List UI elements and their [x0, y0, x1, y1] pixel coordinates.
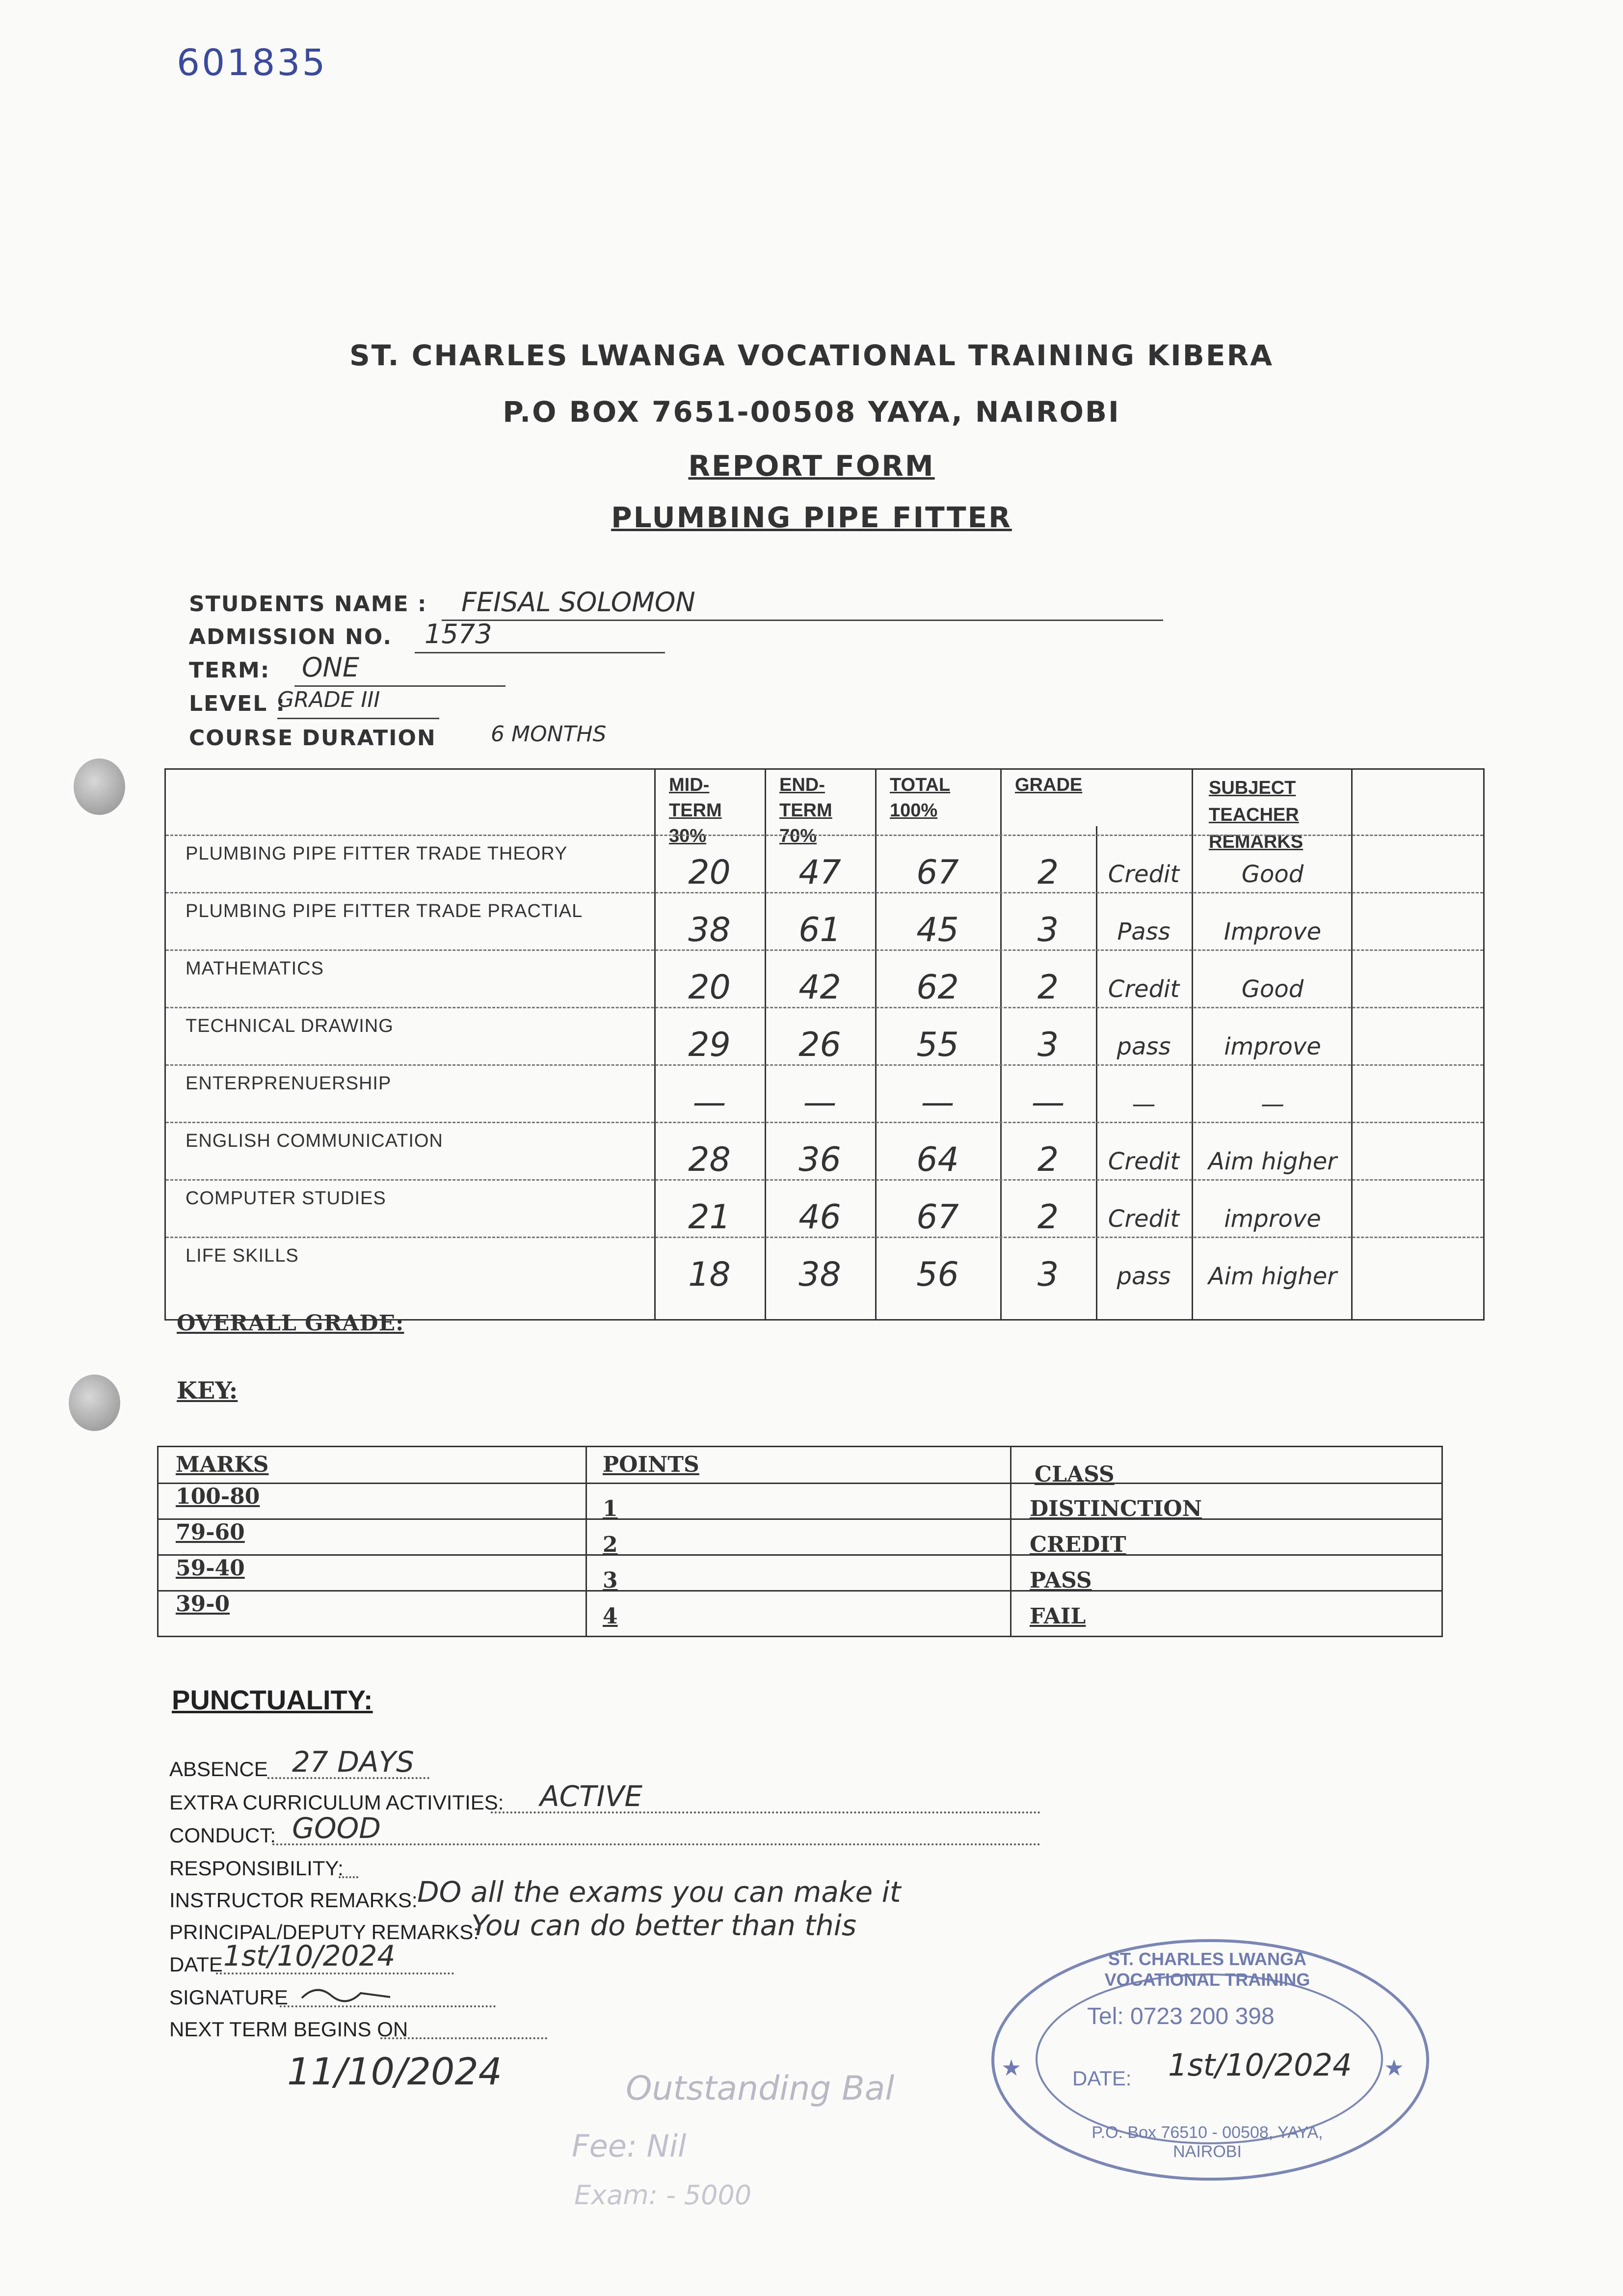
key-header-points: POINTS — [603, 1452, 699, 1477]
header-remarks — [1209, 775, 1303, 856]
punch-hole-bottom — [69, 1375, 120, 1431]
key-marks-1: 100-80 — [176, 1484, 260, 1509]
date-dots — [216, 1972, 454, 1974]
admission-label: ADMISSION NO. — [189, 624, 393, 649]
duration-value: 6 MONTHS — [491, 722, 607, 747]
cell-total: 67 — [916, 1198, 959, 1237]
cell-mid: — — [692, 1083, 726, 1122]
key-row-divider — [159, 1483, 1441, 1484]
school-address: P.O BOX 7651-00508 YAYA, NAIROBI — [503, 395, 1120, 429]
key-points-3: 3 — [603, 1568, 618, 1593]
key-row-divider — [159, 1590, 1441, 1592]
overall-grade-label: OVERALL GRADE: — [177, 1311, 404, 1336]
stamp-star-icon: ★ — [1001, 2055, 1022, 2080]
row-divider — [166, 892, 1483, 893]
cell-remark: Good — [1241, 975, 1304, 1003]
key-col-divider — [585, 1447, 587, 1636]
date-value: 1st/10/2024 — [223, 1939, 396, 1972]
doc-number: 601835 — [177, 42, 327, 84]
signature-mark — [297, 1978, 395, 2008]
header-end-term-line3: 70% — [779, 826, 817, 846]
cell-end: — — [803, 1083, 837, 1122]
cell-points: 2 — [1037, 1198, 1059, 1237]
key-points-4: 4 — [603, 1604, 618, 1629]
conduct-dots — [272, 1843, 1040, 1845]
row-divider — [166, 1237, 1483, 1238]
subject-name: PLUMBING PIPE FITTER TRADE THEORY — [186, 843, 568, 864]
cell-class: pass — [1117, 1263, 1171, 1290]
key-points-2: 2 — [603, 1532, 618, 1557]
principal-remarks-value: You can do better than this — [471, 1909, 857, 1942]
header-end-term-line1: END- — [779, 775, 825, 795]
instructor-remarks-label: INSTRUCTOR REMARKS: — [169, 1889, 418, 1912]
key-header-class: CLASS — [1035, 1462, 1115, 1487]
cell-mid: 28 — [688, 1140, 731, 1179]
header-total-line2: 100% — [890, 800, 938, 821]
cell-remark: improve — [1224, 1205, 1321, 1233]
subject-name: PLUMBING PIPE FITTER TRADE PRACTIAL — [186, 901, 583, 921]
header-grade: GRADE — [1015, 775, 1083, 795]
level-value: GRADE III — [277, 687, 380, 712]
key-table — [157, 1446, 1443, 1637]
cell-total: 64 — [916, 1140, 959, 1179]
responsibility-label: RESPONSIBILITY: — [169, 1857, 344, 1880]
header-mid-term-line1: MID- — [669, 775, 710, 795]
term-line — [294, 685, 506, 687]
cell-end: 61 — [798, 911, 841, 949]
cell-class: — — [1132, 1090, 1156, 1118]
key-marks-4: 39-0 — [176, 1592, 230, 1617]
stamp-tel: Tel: 0723 200 398 — [1087, 2003, 1275, 2029]
header-total — [890, 772, 950, 823]
stamp-star-icon: ★ — [1384, 2055, 1405, 2080]
subject-name: MATHEMATICS — [186, 958, 324, 979]
key-marks-2: 79-60 — [176, 1520, 245, 1545]
cell-end: 46 — [798, 1198, 841, 1237]
pencil-note-line2: Fee: Nil — [572, 2128, 687, 2164]
cell-points: 3 — [1037, 1026, 1059, 1064]
cell-end: 38 — [798, 1255, 841, 1294]
extra-curriculum-label: EXTRA CURRICULUM ACTIVITIES: — [169, 1791, 504, 1814]
key-title: KEY: — [177, 1377, 238, 1405]
row-divider — [166, 835, 1483, 836]
student-name-label: STUDENTS NAME : — [189, 592, 427, 617]
absence-value: 27 DAYS — [292, 1745, 414, 1779]
conduct-value: GOOD — [292, 1811, 381, 1845]
header-end-term-line2: TERM — [779, 800, 832, 821]
cell-points: 2 — [1037, 853, 1059, 892]
cell-mid: 21 — [688, 1198, 731, 1237]
header-end-term — [779, 772, 832, 849]
cell-end: 42 — [798, 968, 841, 1007]
term-value: ONE — [302, 652, 360, 683]
cell-remark: — — [1261, 1090, 1284, 1118]
row-divider — [166, 1007, 1483, 1008]
school-name: ST. CHARLES LWANGA VOCATIONAL TRAINING KIBERA — [349, 339, 1274, 372]
cell-mid: 18 — [688, 1255, 731, 1294]
next-term-value: 11/10/2024 — [287, 2050, 503, 2093]
cell-points: 3 — [1037, 1255, 1059, 1294]
cell-class: pass — [1117, 1033, 1171, 1060]
row-divider — [166, 1122, 1483, 1123]
header-remarks-line2: TEACHER — [1209, 805, 1299, 825]
course-title: PLUMBING PIPE FITTER — [611, 501, 1012, 534]
col-divider — [1096, 826, 1097, 1319]
key-header-marks: MARKS — [176, 1452, 269, 1477]
cell-remark: improve — [1224, 1033, 1321, 1060]
extra-curriculum-value: ACTIVE — [540, 1780, 643, 1813]
cell-total: — — [921, 1083, 955, 1122]
subject-name: TECHNICAL DRAWING — [186, 1016, 394, 1036]
pencil-note-line1: Outstanding Bal — [626, 2069, 895, 2108]
key-points-1: 1 — [603, 1496, 618, 1521]
cell-points: 2 — [1037, 968, 1059, 1007]
cell-mid: 38 — [688, 911, 731, 949]
cell-remark: Aim higher — [1208, 1263, 1337, 1290]
punch-hole-top — [74, 758, 125, 815]
level-line — [277, 718, 439, 719]
cell-total: 67 — [916, 853, 959, 892]
term-label: TERM: — [189, 658, 270, 683]
cell-class: Pass — [1117, 918, 1171, 945]
subject-name: ENTERPRENUERSHIP — [186, 1073, 392, 1094]
form-title: REPORT FORM — [688, 449, 935, 483]
cell-class: Credit — [1108, 861, 1180, 888]
cell-points: — — [1031, 1083, 1065, 1122]
cell-points: 2 — [1037, 1140, 1059, 1179]
conduct-label: CONDUCT: — [169, 1824, 276, 1847]
cell-remark: Aim higher — [1208, 1148, 1337, 1175]
row-divider — [166, 949, 1483, 951]
next-term-label: NEXT TERM BEGINS ON — [169, 2018, 408, 2041]
cell-total: 55 — [916, 1026, 959, 1064]
cell-class: Credit — [1108, 1148, 1180, 1175]
cell-points: 3 — [1037, 911, 1059, 949]
punctuality-title: PUNCTUALITY: — [172, 1684, 373, 1715]
key-row-divider — [159, 1518, 1441, 1520]
subject-name: LIFE SKILLS — [186, 1245, 299, 1266]
stamp-date-value: 1st/10/2024 — [1168, 2047, 1352, 2083]
key-marks-3: 59-40 — [176, 1556, 245, 1581]
stamp-top-text: ST. CHARLES LWANGA VOCATIONAL TRAINING — [1104, 1949, 1310, 1990]
key-class-4: FAIL — [1030, 1604, 1086, 1629]
key-class-3: PASS — [1030, 1568, 1092, 1593]
cell-mid: 20 — [688, 853, 731, 892]
level-label: LEVEL : — [189, 691, 286, 716]
subject-name: ENGLISH COMMUNICATION — [186, 1131, 443, 1151]
principal-remarks-label: PRINCIPAL/DEPUTY REMARKS: — [169, 1920, 479, 1944]
cell-mid: 20 — [688, 968, 731, 1007]
stamp-bottom-text: P.O. Box 76510 - 00508, YAYA, NAIROBI — [1091, 2123, 1323, 2161]
student-name-line — [442, 620, 1163, 621]
key-class-1: DISTINCTION — [1030, 1496, 1202, 1521]
header-remarks-line1: SUBJECT — [1209, 778, 1296, 798]
header-remarks-line3: REMARKS — [1209, 832, 1304, 852]
row-divider — [166, 1064, 1483, 1066]
duration-label: COURSE DURATION — [189, 726, 436, 751]
cell-total: 56 — [916, 1255, 959, 1294]
row-divider — [166, 1179, 1483, 1181]
key-row-divider — [159, 1554, 1441, 1556]
responsibility-dots — [339, 1876, 358, 1878]
absence-label: ABSENCE — [169, 1757, 268, 1781]
pencil-note-line3: Exam: - 5000 — [574, 2180, 752, 2211]
cell-end: 26 — [798, 1026, 841, 1064]
signature-label: SIGNATURE — [169, 1986, 288, 2009]
marks-table — [164, 768, 1485, 1321]
date-label: DATE — [169, 1953, 223, 1976]
cell-total: 62 — [916, 968, 959, 1007]
cell-mid: 29 — [688, 1026, 731, 1064]
key-col-divider — [1010, 1447, 1011, 1636]
header-mid-term — [669, 772, 722, 849]
header-mid-term-line3: 30% — [669, 826, 707, 846]
admission-value: 1573 — [425, 619, 492, 649]
header-mid-term-line2: TERM — [669, 800, 722, 821]
cell-end: 36 — [798, 1140, 841, 1179]
key-class-2: CREDIT — [1030, 1532, 1126, 1557]
cell-total: 45 — [916, 911, 959, 949]
header-total-line1: TOTAL — [890, 775, 951, 795]
cell-remark: Improve — [1224, 918, 1322, 945]
cell-class: Credit — [1108, 1205, 1180, 1233]
student-name-value: FEISAL SOLOMON — [461, 587, 695, 618]
cell-class: Credit — [1108, 975, 1180, 1003]
cell-end: 47 — [798, 853, 841, 892]
cell-remark: Good — [1241, 861, 1304, 888]
admission-line — [415, 652, 665, 653]
next-term-dots — [380, 2037, 547, 2039]
subject-name: COMPUTER STUDIES — [186, 1188, 386, 1209]
instructor-remarks-value: DO all the exams you can make it — [417, 1875, 901, 1909]
stamp-date-label: DATE: — [1072, 2067, 1132, 2090]
